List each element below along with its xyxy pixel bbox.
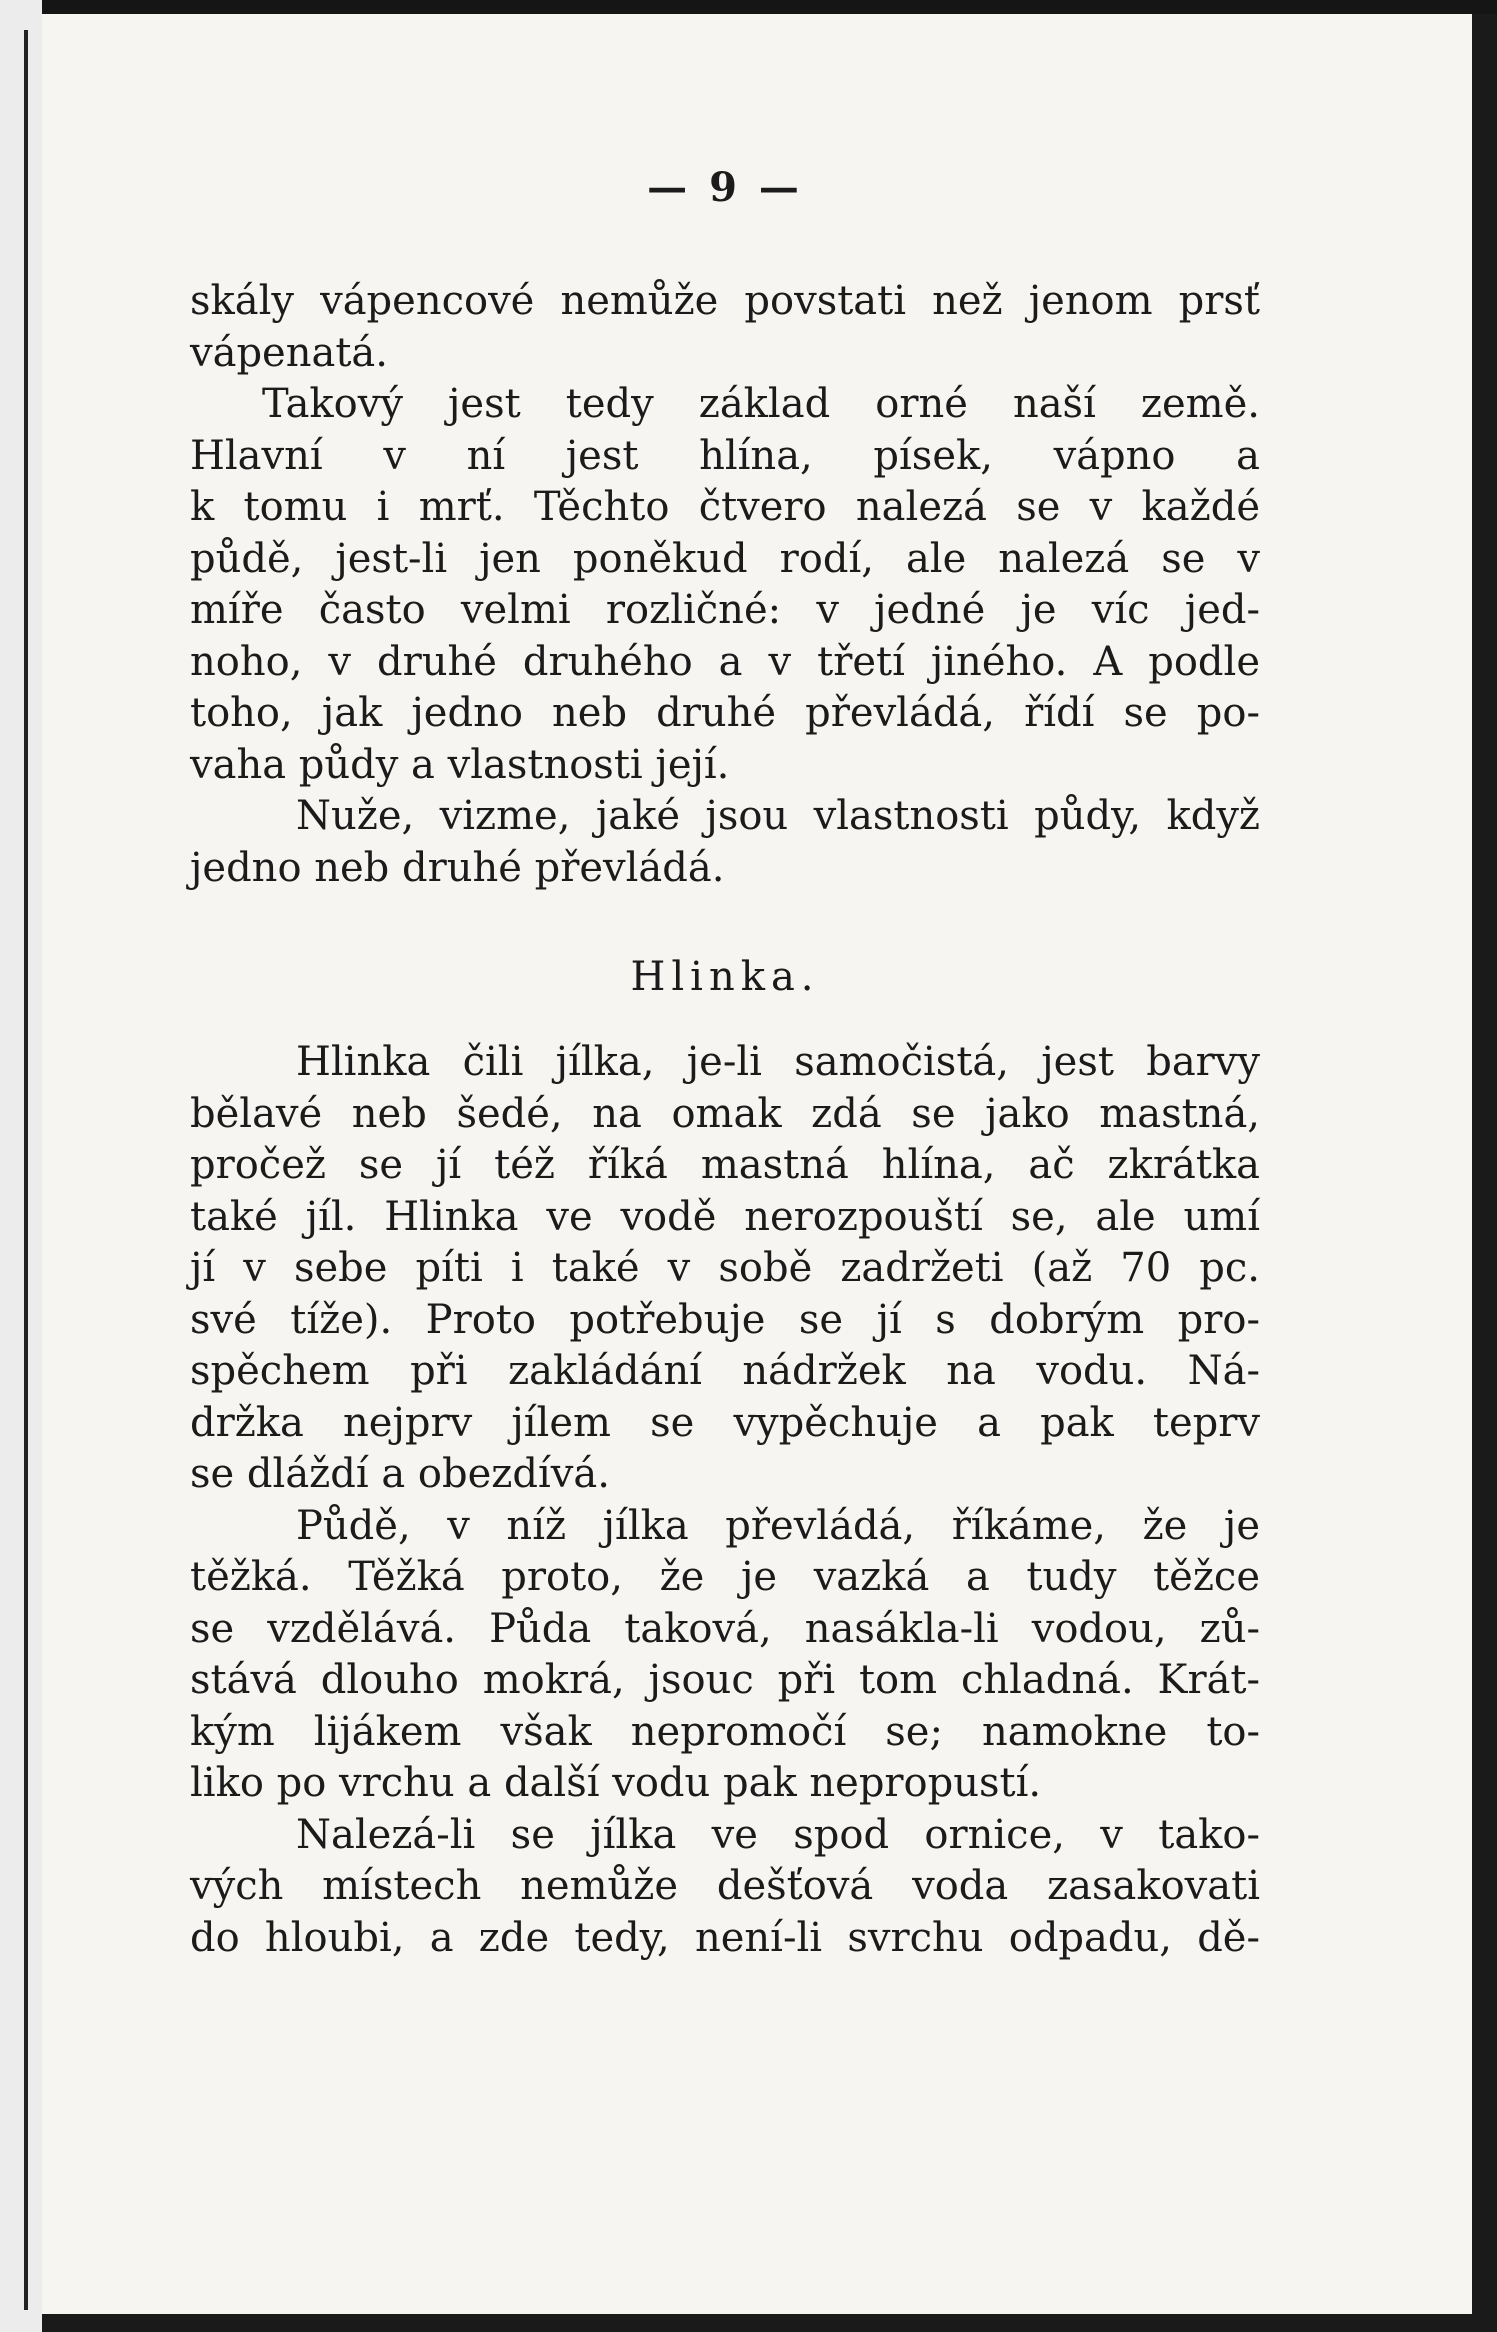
text-line: do hloubi, a zde tedy, není-li svrchu odpadu, dě- xyxy=(190,1914,1260,1961)
text-line: míře často velmi rozličné: v jedné je víc jed- xyxy=(190,587,1260,633)
text-line: Půdě, v níž jílka převládá, říkáme, že je xyxy=(296,1502,1260,1549)
paragraph-heavy-soil xyxy=(190,1501,1260,1810)
text-line: půdě, jest-li jen poněkud rodí, ale nalezá se v xyxy=(190,535,1260,582)
page-content xyxy=(190,164,1260,1964)
text-line: také jíl. Hlinka ve vodě nerozpouští se, ale umí xyxy=(190,1193,1260,1240)
section-heading-hlinka: Hlinka. xyxy=(630,954,820,1000)
text-line: své tíže). Proto potřebuje se jí s dobrým pro- xyxy=(190,1296,1260,1343)
text-line: skály vápencové nemůže povstati než jenom prsť xyxy=(190,278,1260,324)
text-line: bělavé neb šedé, na omak zdá se jako mastná, xyxy=(190,1090,1260,1137)
text-line: kým lijákem však nepromočí se; namokne to- xyxy=(190,1708,1260,1755)
page-number: — 9 — xyxy=(647,164,803,211)
text-line: spěchem při zakládání nádržek na vodu. Ná- xyxy=(190,1348,1260,1394)
book-page xyxy=(42,14,1472,2314)
paragraph-subsoil xyxy=(190,1810,1260,1965)
text-line: se vzdělává. Půda taková, nasákla-li vodou, zů- xyxy=(190,1605,1260,1652)
text-line: těžká. Těžká proto, že je vazká a tudy těžce xyxy=(190,1554,1260,1600)
paragraph-hlinka-description xyxy=(190,1037,1260,1501)
text-line: držka nejprv jílem se vypěchuje a pak teprv xyxy=(190,1399,1260,1446)
text-line: Hlavní v ní jest hlína, písek, vápno a xyxy=(190,432,1260,479)
paragraph-basis-of-soil xyxy=(190,379,1260,791)
scan-left-margin xyxy=(0,0,42,2332)
text-line: Hlinka čili jílka, je-li samočistá, jest barvy xyxy=(296,1039,1260,1085)
book-spine-edge xyxy=(24,30,28,2310)
text-line: vaha půdy a vlastnosti její. xyxy=(190,741,730,788)
text-line: vápenatá. xyxy=(190,329,388,376)
text-line: jedno neb druhé převládá. xyxy=(190,844,725,891)
text-line: Takový jest tedy základ orné naší země. xyxy=(262,381,1260,427)
text-line: toho, jak jedno neb druhé převládá, řídí se po- xyxy=(190,690,1260,736)
text-line: noho, v druhé druhého a v třetí jiného. A podle xyxy=(190,638,1260,685)
text-line: k tomu i mrť. Těchto čtvero nalezá se v každé xyxy=(190,484,1260,530)
text-line: pročež se jí též říká mastná hlína, ač zkrátka xyxy=(190,1142,1260,1188)
text-line: liko po vrchu a další vodu pak nepropustí. xyxy=(190,1760,1042,1806)
text-line: vých místech nemůže dešťová voda zasakovati xyxy=(190,1863,1260,1909)
intro-paragraph xyxy=(190,276,1260,379)
text-line: se dláždí a obezdívá. xyxy=(190,1451,610,1497)
text-line: Nalezá-li se jílka ve spod ornice, v tako- xyxy=(296,1811,1260,1858)
text-line: jí v sebe píti i také v sobě zadržeti (až 70 pc. xyxy=(190,1245,1260,1291)
scan-top-edge xyxy=(0,0,1497,14)
paragraph-properties xyxy=(190,791,1260,894)
text-line: stává dlouho mokrá, jsouc při tom chladná. Krát- xyxy=(190,1657,1260,1703)
text-line: Nuže, vizme, jaké jsou vlastnosti půdy, když xyxy=(296,793,1260,839)
